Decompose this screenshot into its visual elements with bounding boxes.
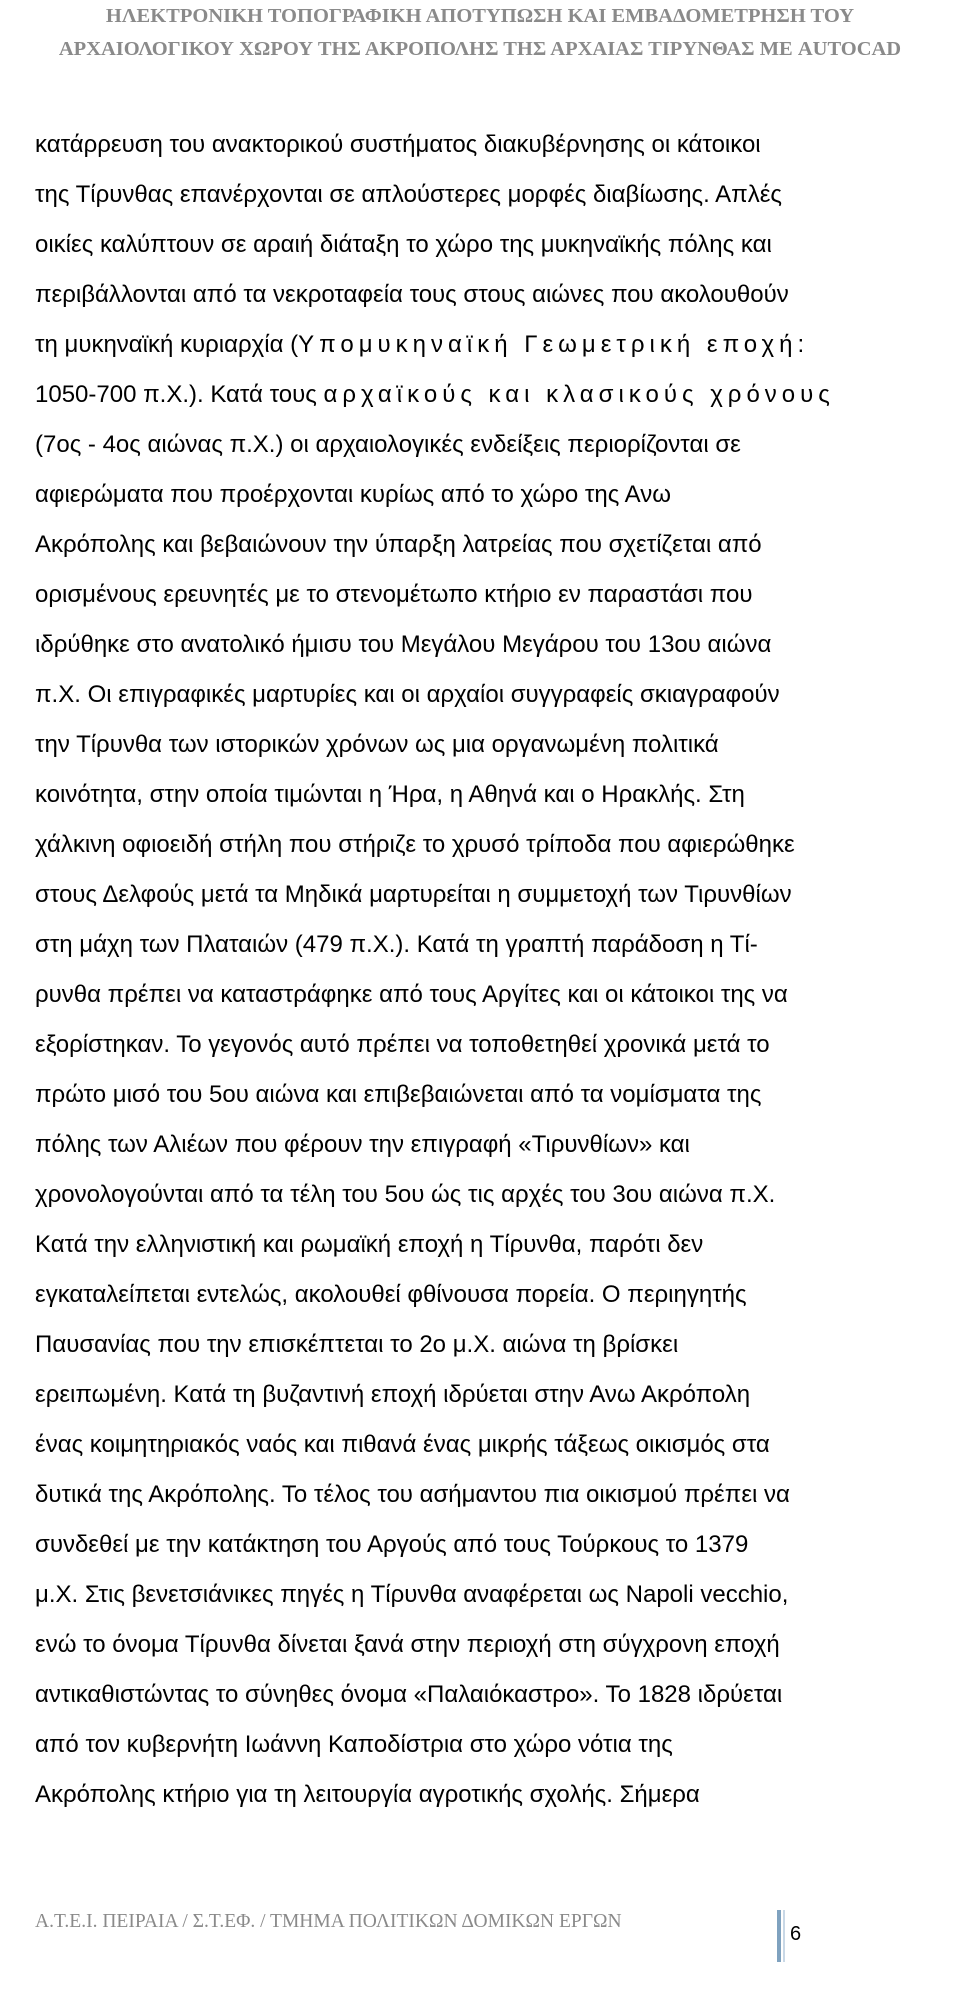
body-line: κοινότητα, στην οποία τιμώνται η Ήρα, η Αθηνά και ο Ηρακλής. Στη xyxy=(35,781,745,808)
body-line: περιβάλλονται από τα νεκροταφεία τους στους αιώνες που ακολουθούν xyxy=(35,281,789,308)
spaced-term-period: Υπομυκηναϊκή Γεωμετρική εποχή: xyxy=(298,331,810,358)
body-line: εγκαταλείπεται εντελώς, ακολουθεί φθίνουσα πορεία. Ο περιηγητής xyxy=(35,1281,747,1308)
footer-institution: Α.Τ.Ε.Ι. ΠΕΙΡΑΙΑ / Σ.Τ.ΕΦ. / ΤΜΗΜΑ ΠΟΛΙΤΙΚΩΝ ΔΟΜΙΚΩΝ ΕΡΓΩΝ xyxy=(35,1911,622,1932)
body-line: αντικαθιστώντας το σύνηθες όνομα «Παλαιόκαστρο». Το 1828 ιδρύεται xyxy=(35,1681,783,1708)
body-line: π.Χ. Οι επιγραφικές μαρτυρίες και οι αρχαίοι συγγραφείς σκιαγραφούν xyxy=(35,681,780,708)
body-line: Παυσανίας που την επισκέπτεται το 2ο μ.Χ. αιώνα τη βρίσκει xyxy=(35,1331,679,1358)
page-header xyxy=(0,0,960,66)
body-line: ρυνθα πρέπει να καταστράφηκε από τους Αργίτες και οι κάτοικοι της να xyxy=(35,981,788,1008)
body-line: ένας κοιμητηριακός ναός και πιθανά ένας μικρής τάξεως οικισμός στα xyxy=(35,1431,770,1458)
body-line: στους Δελφούς μετά τα Μηδικά μαρτυρείται η συμμετοχή των Τιρυνθίων xyxy=(35,881,792,908)
header-line-1: ΗΛΕΚΤΡΟΝΙΚΗ ΤΟΠΟΓΡΑΦΙΚΗ ΑΠΟΤΥΠΩΣΗ ΚΑΙ ΕΜΒΑΔΟΜΕΤΡΗΣΗ ΤΟΥ xyxy=(105,5,855,27)
body-line: μ.Χ. Στις βενετσιάνικες πηγές η Τίρυνθα αναφέρεται ως Napoli vecchio, xyxy=(35,1581,789,1608)
body-line: πόλης των Αλιέων που φέρουν την επιγραφή «Τιρυνθίων» και xyxy=(35,1131,690,1158)
body-line xyxy=(35,320,960,370)
footer-divider xyxy=(777,1910,781,1962)
body-line xyxy=(35,370,960,420)
body-line: από τον κυβερνήτη Ιωάννη Καποδίστρια στο χώρο νότια της xyxy=(35,1731,673,1758)
body-line: της Τίρυνθας επανέρχονται σε απλούστερες μορφές διαβίωσης. Απλές xyxy=(35,181,782,208)
body-line: Κατά την ελληνιστική και ρωμαϊκή εποχή η Τίρυνθα, παρότι δεν xyxy=(35,1231,704,1258)
body-line: την Τίρυνθα των ιστορικών χρόνων ως μια οργανωμένη πολιτικά xyxy=(35,731,719,758)
body-line: πρώτο μισό του 5ου αιώνα και επιβεβαιώνεται από τα νομίσματα της xyxy=(35,1081,762,1108)
body-line: ερειπωμένη. Κατά τη βυζαντινή εποχή ιδρύεται στην Ανω Ακρόπολη xyxy=(35,1381,751,1408)
body-line: χάλκινη οφιοειδή στήλη που στήριζε το χρυσό τρίποδα που αφιερώθηκε xyxy=(35,831,795,858)
body-text-segment: τη μυκηναϊκή κυριαρχία ( xyxy=(35,331,299,358)
body-line: οικίες καλύπτουν σε αραιή διάταξη το χώρο της μυκηναϊκής πόλης και xyxy=(35,231,772,258)
page-footer xyxy=(35,1905,925,1975)
body-line: ορισμένους ερευνητές με το στενομέτωπο κτήριο εν παραστάσι που xyxy=(35,581,753,608)
body-line: δυτικά της Ακρόπολης. Το τέλος του ασήμαντου πια οικισμού πρέπει να xyxy=(35,1481,790,1508)
body-line: ιδρύθηκε στο ανατολικό ήμισυ του Μεγάλου Μεγάρου του 13ου αιώνα xyxy=(35,631,772,658)
body-line: χρονολογούνται από τα τέλη του 5ου ώς τις αρχές του 3ου αιώνα π.Χ. xyxy=(35,1181,776,1208)
body-line: ενώ το όνομα Τίρυνθα δίνεται ξανά στην περιοχή στη σύγχρονη εποχή xyxy=(35,1631,780,1658)
body-line: (7ος - 4ος αιώνας π.Χ.) οι αρχαιολογικές ενδείξεις περιορίζονται σε xyxy=(35,431,741,458)
body-line: Ακρόπολης κτήριο για τη λειτουργία αγροτικής σχολής. Σήμερα xyxy=(35,1781,700,1808)
header-line-2: ΑΡΧΑΙΟΛΟΓΙΚΟΥ ΧΩΡΟΥ ΤΗΣ ΑΚΡΟΠΟΛΗΣ ΤΗΣ ΑΡΧΑΙΑΣ ΤΙΡΥΝΘΑΣ ΜΕ AUTOCAD xyxy=(58,38,902,60)
body-line: κατάρρευση του ανακτορικού συστήματος διακυβέρνησης οι κάτοικοι xyxy=(35,131,761,158)
spaced-term-era: αρχαϊκούς και κλασικούς χρόνους xyxy=(323,381,835,408)
body-line: Ακρόπολης και βεβαιώνουν την ύπαρξη λατρείας που σχετίζεται από xyxy=(35,531,762,558)
body-text xyxy=(35,120,960,1820)
body-line: στη μάχη των Πλαταιών (479 π.Χ.). Κατά τη γραπτή παράδοση η Τί- xyxy=(35,931,758,958)
body-text-segment: 1050-700 π.Χ.). Κατά τους xyxy=(35,381,324,408)
body-line: συνδεθεί με την κατάκτηση του Αργούς από τους Τούρκους το 1379 xyxy=(35,1531,749,1558)
page-number: 6 xyxy=(790,1923,802,1945)
body-line: εξορίστηκαν. Το γεγονός αυτό πρέπει να τοποθετηθεί χρονικά μετά το xyxy=(35,1031,770,1058)
footer-divider-light xyxy=(783,1910,785,1962)
body-line: αφιερώματα που προέρχονται κυρίως από το χώρο της Ανω xyxy=(35,481,671,508)
